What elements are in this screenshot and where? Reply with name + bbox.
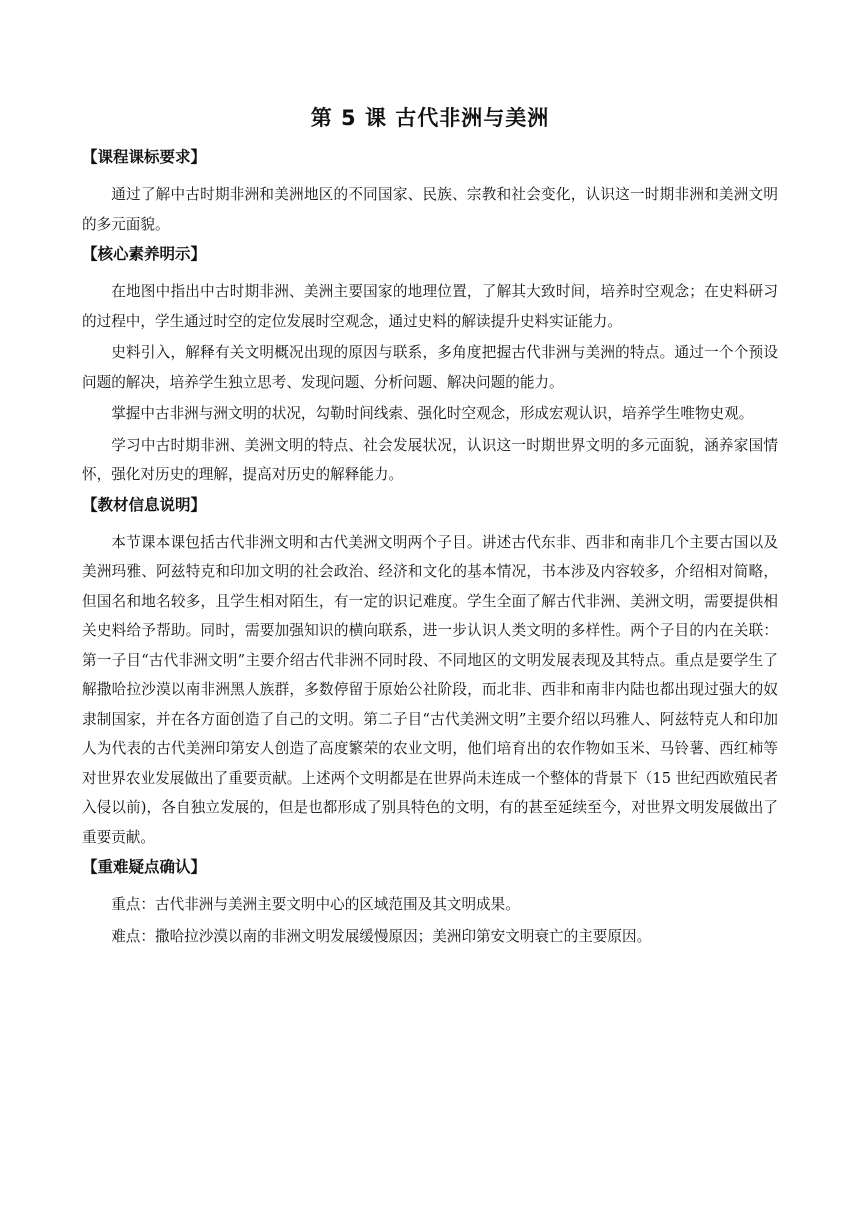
section-textbook-info	[82, 490, 778, 853]
section-curriculum-requirements	[82, 142, 778, 239]
paragraph: 通过了解中古时期非洲和美洲地区的不同国家、民族、宗教和社会变化，认识这一时期非洲和美洲文明的多元面貌。	[82, 186, 778, 233]
section-heading: 【课程课标要求】	[82, 148, 207, 166]
paragraph: 难点：撒哈拉沙漠以南的非洲文明发展缓慢原因；美洲印第安文明衰亡的主要原因。	[111, 927, 652, 945]
paragraph: 本节课本课包括古代非洲文明和古代美洲文明两个子目。讲述古代东非、西非和南非几个主要古国以及美洲玛雅、阿兹特克和印加文明的社会政治、经济和文化的基本情况，书本涉及内容较多，介绍相对简略，但国名和地名较多，且学生相对陌生，有一定的识记难度。学生全面了解古代非洲、美洲文明，需要提供相关史料给予帮助。同时，需要加强知识的横向联系，进一步认识人类文明的多样性。两个子目的内在关联：第一子目“古代非洲文明”主要介绍古代非洲不同时段、不同地区的文明发展表现及其特点。重点是要学生了解撒哈拉沙漠以南非洲黑人族群，多数停留于原始公社阶段，而北非、西非和南非内陆也都出现过强大的奴隶制国家，并在各方面创造了自己的文明。第二子目“古代美洲文明”主要介绍以玛雅人、阿兹特克人和印加人为代表的古代美洲印第安人创造了高度繁荣的农业文明，他们培育出的农作物如玉米、马铃薯、西红柿等对世界农业发展做出了重要贡献。上述两个文明都是在世界尚未连成一个整体的背景下（15 世纪西欧殖民者入侵以前)，各自独立发展的，但是也都形成了别具特色的文明，有的甚至延续至今，对世界文明发展做出了重要贡献。	[82, 533, 778, 846]
section-core-literacy	[82, 239, 778, 490]
page-title: 第 5 课 古代非洲与美洲	[310, 106, 550, 130]
paragraph: 重点：古代非洲与美洲主要文明中心的区域范围及其文明成果。	[111, 896, 520, 913]
section-heading: 【重难疑点确认】	[82, 858, 207, 876]
document-page	[82, 100, 778, 951]
section-key-difficult-points	[82, 852, 778, 951]
paragraph: 史料引入，解释有关文明概况出现的原因与联系，多角度把握古代非洲与美洲的特点。通过一个个预设问题的解决，培养学生独立思考、发现问题、分析问题、解决问题的能力。	[82, 344, 778, 391]
paragraph: 在地图中指出中古时期非洲、美洲主要国家的地理位置，了解其大致时间，培养时空观念；在史料研习的过程中，学生通过时空的定位发展时空观念，通过史料的解读提升史料实证能力。	[82, 283, 778, 330]
paragraph: 掌握中古非洲与洲文明的状况，勾勒时间线索、强化时空观念，形成宏观认识，培养学生唯物史观。	[111, 405, 754, 422]
section-heading: 【教材信息说明】	[82, 495, 207, 514]
section-heading: 【核心素养明示】	[82, 245, 207, 263]
paragraph: 学习中古时期非洲、美洲文明的特点、社会发展状况，认识这一时期世界文明的多元面貌，涵养家国情怀，强化对历史的理解，提高对历史的解释能力。	[82, 436, 778, 483]
